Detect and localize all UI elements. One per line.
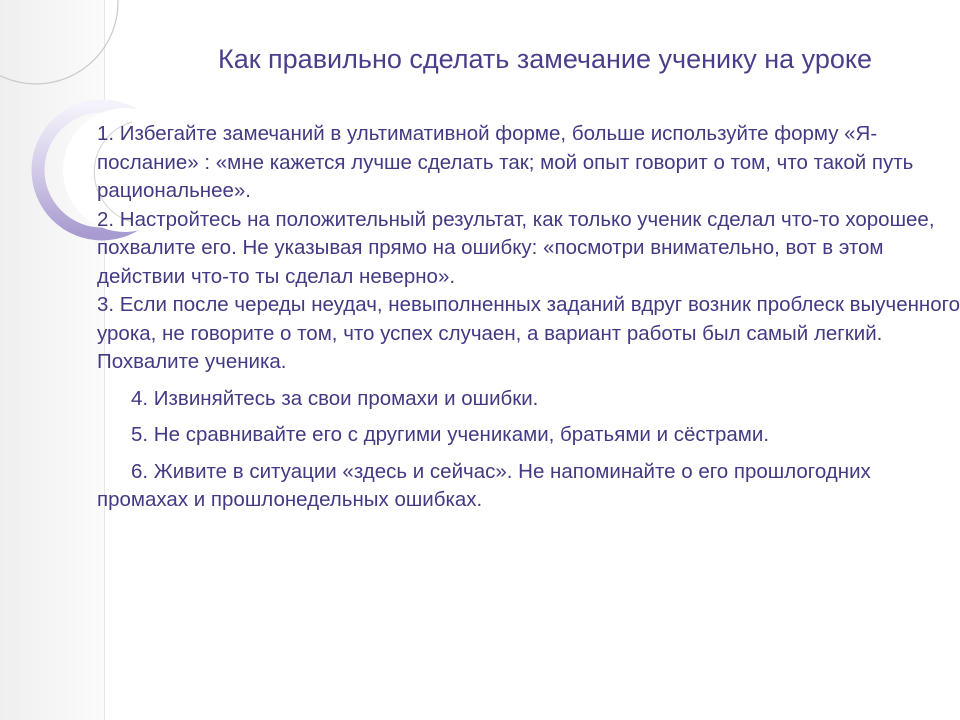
point-3: 3. Если после череды неудач, невыполненных заданий вдруг возник проблеск выученного урока, не говорите о том, что успех случаен, а вариант работы был самый легкий. Похвалите ученика.	[97, 293, 960, 373]
top-ring-outline	[0, 0, 118, 84]
slide-content	[97, 120, 960, 515]
point-6	[97, 458, 960, 515]
slide-title: Как правильно сделать замечание ученику на уроке	[217, 44, 873, 74]
point-2: 2. Настройтесь на положительный результат, как только ученик сделал что-то хорошее, похвалите его. Не указывая прямо на ошибку: «посмотри внимательно, вот в этом действии что-то ты сделал неверно».	[97, 207, 935, 288]
point-6-text: 6. Живите в ситуации «здесь и сейчас». Не напоминайте о его прошлогодних промахах и прошлонедельных ошибках.	[97, 459, 871, 511]
point-1: 1. Избегайте замечаний в ультимативной форме, больше используйте форму «Я-послание» : «мне кажется лучше сделать так; мой опыт говорит о том, что такой путь рациональнее».	[97, 122, 914, 202]
point-5: 5. Не сравнивайте его с другими учениками, братьями и сёстрами.	[131, 423, 770, 446]
point-4: 4. Извиняйтесь за свои промахи и ошибки.	[131, 386, 539, 410]
